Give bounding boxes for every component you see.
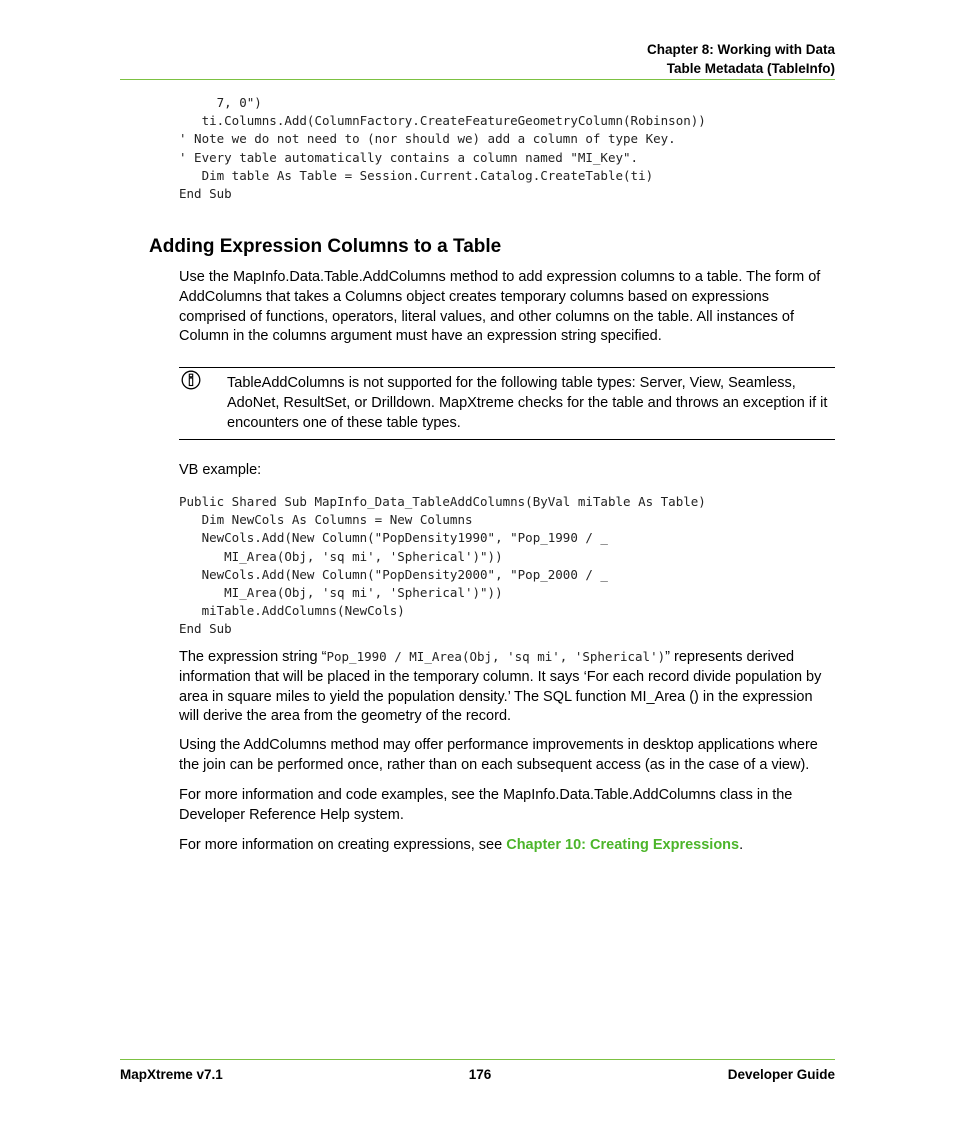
- code-block-top: 7, 0") ti.Columns.Add(ColumnFactory.CreateFeatureGeometryColumn(Robinson)) ' Note we do not need to (nor should we) add a column of type Key. ' Every table automatically contains a column named "MI_Key". Dim table As Table = Session.Current.Catalog.CreateTable(ti) End Sub: [179, 95, 706, 202]
- vb-example-label: VB example:: [179, 462, 262, 478]
- expressions-reference-paragraph: [179, 836, 835, 856]
- section-title: Adding Expression Columns to a Table: [149, 236, 502, 257]
- performance-paragraph: Using the AddColumns method may offer performance improvements in desktop applications where the join can be performed once, rather than on each subsequent access (as in the case of a view).: [179, 737, 818, 773]
- footer-product: MapXtreme v7.1: [120, 1067, 223, 1082]
- expression-paragraph: [179, 647, 835, 727]
- header-section: Table Metadata (TableInfo): [666, 61, 835, 76]
- code-block-example: Public Shared Sub MapInfo_Data_TableAddColumns(ByVal miTable As Table) Dim NewCols As Columns = New Columns NewCols.Add(New Column("PopDensity1990", "Pop_1990 / _ MI_Area(Obj, 'sq mi', 'Spherical')")) NewCols.Add(New Column("PopDensity2000", "Pop_2000 / _ MI_Area(Obj, 'sq mi', 'Spherical')")) miTable.AddColumns(NewCols) End Sub: [179, 494, 706, 637]
- reference-text-before: For more information on creating expressions, see: [179, 837, 507, 853]
- more-info-paragraph: For more information and code examples, see the MapInfo.Data.Table.AddColumns class in the Developer Reference Help system.: [179, 787, 793, 823]
- footer-page-number: 176: [468, 1067, 492, 1082]
- header-chapter: Chapter 8: Working with Data: [646, 42, 835, 57]
- expression-text-after: ” represents derived information that will be placed in the temporary column. It says ‘For each record divide population by area in square miles to yield the population density.’ The SQL function MI_Area () in the expression will derive the area from the geometry of the record.: [179, 649, 822, 725]
- expression-text-before: The expression string “: [179, 649, 327, 665]
- reference-text-after: .: [739, 837, 744, 853]
- note-top-rule: [179, 367, 835, 368]
- note-text: TableAddColumns is not supported for the following table types: Server, View, Seamless, AdoNet, ResultSet, or Drilldown. MapXtreme checks for the table and throws an exception if it encounters one of these table types.: [227, 375, 828, 431]
- running-header: [120, 40, 835, 78]
- expression-inline-code: Pop_1990 / MI_Area(Obj, 'sq mi', 'Spherical'): [326, 649, 666, 664]
- footer-guide: Developer Guide: [727, 1067, 835, 1082]
- info-icon: [181, 370, 201, 390]
- note-bottom-rule: [179, 439, 835, 440]
- footer-rule: [120, 1059, 835, 1060]
- header-rule: [120, 79, 835, 80]
- intro-paragraph: Use the MapInfo.Data.Table.AddColumns method to add expression columns to a table. The form of AddColumns that takes a Columns object creates temporary columns based on expressions comprised of functions, operators, literal values, and other columns on the table. All instances of Column in the columns argument must have an expression string specified.: [179, 269, 821, 345]
- chapter-10-link[interactable]: Chapter 10: Creating Expressions: [506, 837, 740, 853]
